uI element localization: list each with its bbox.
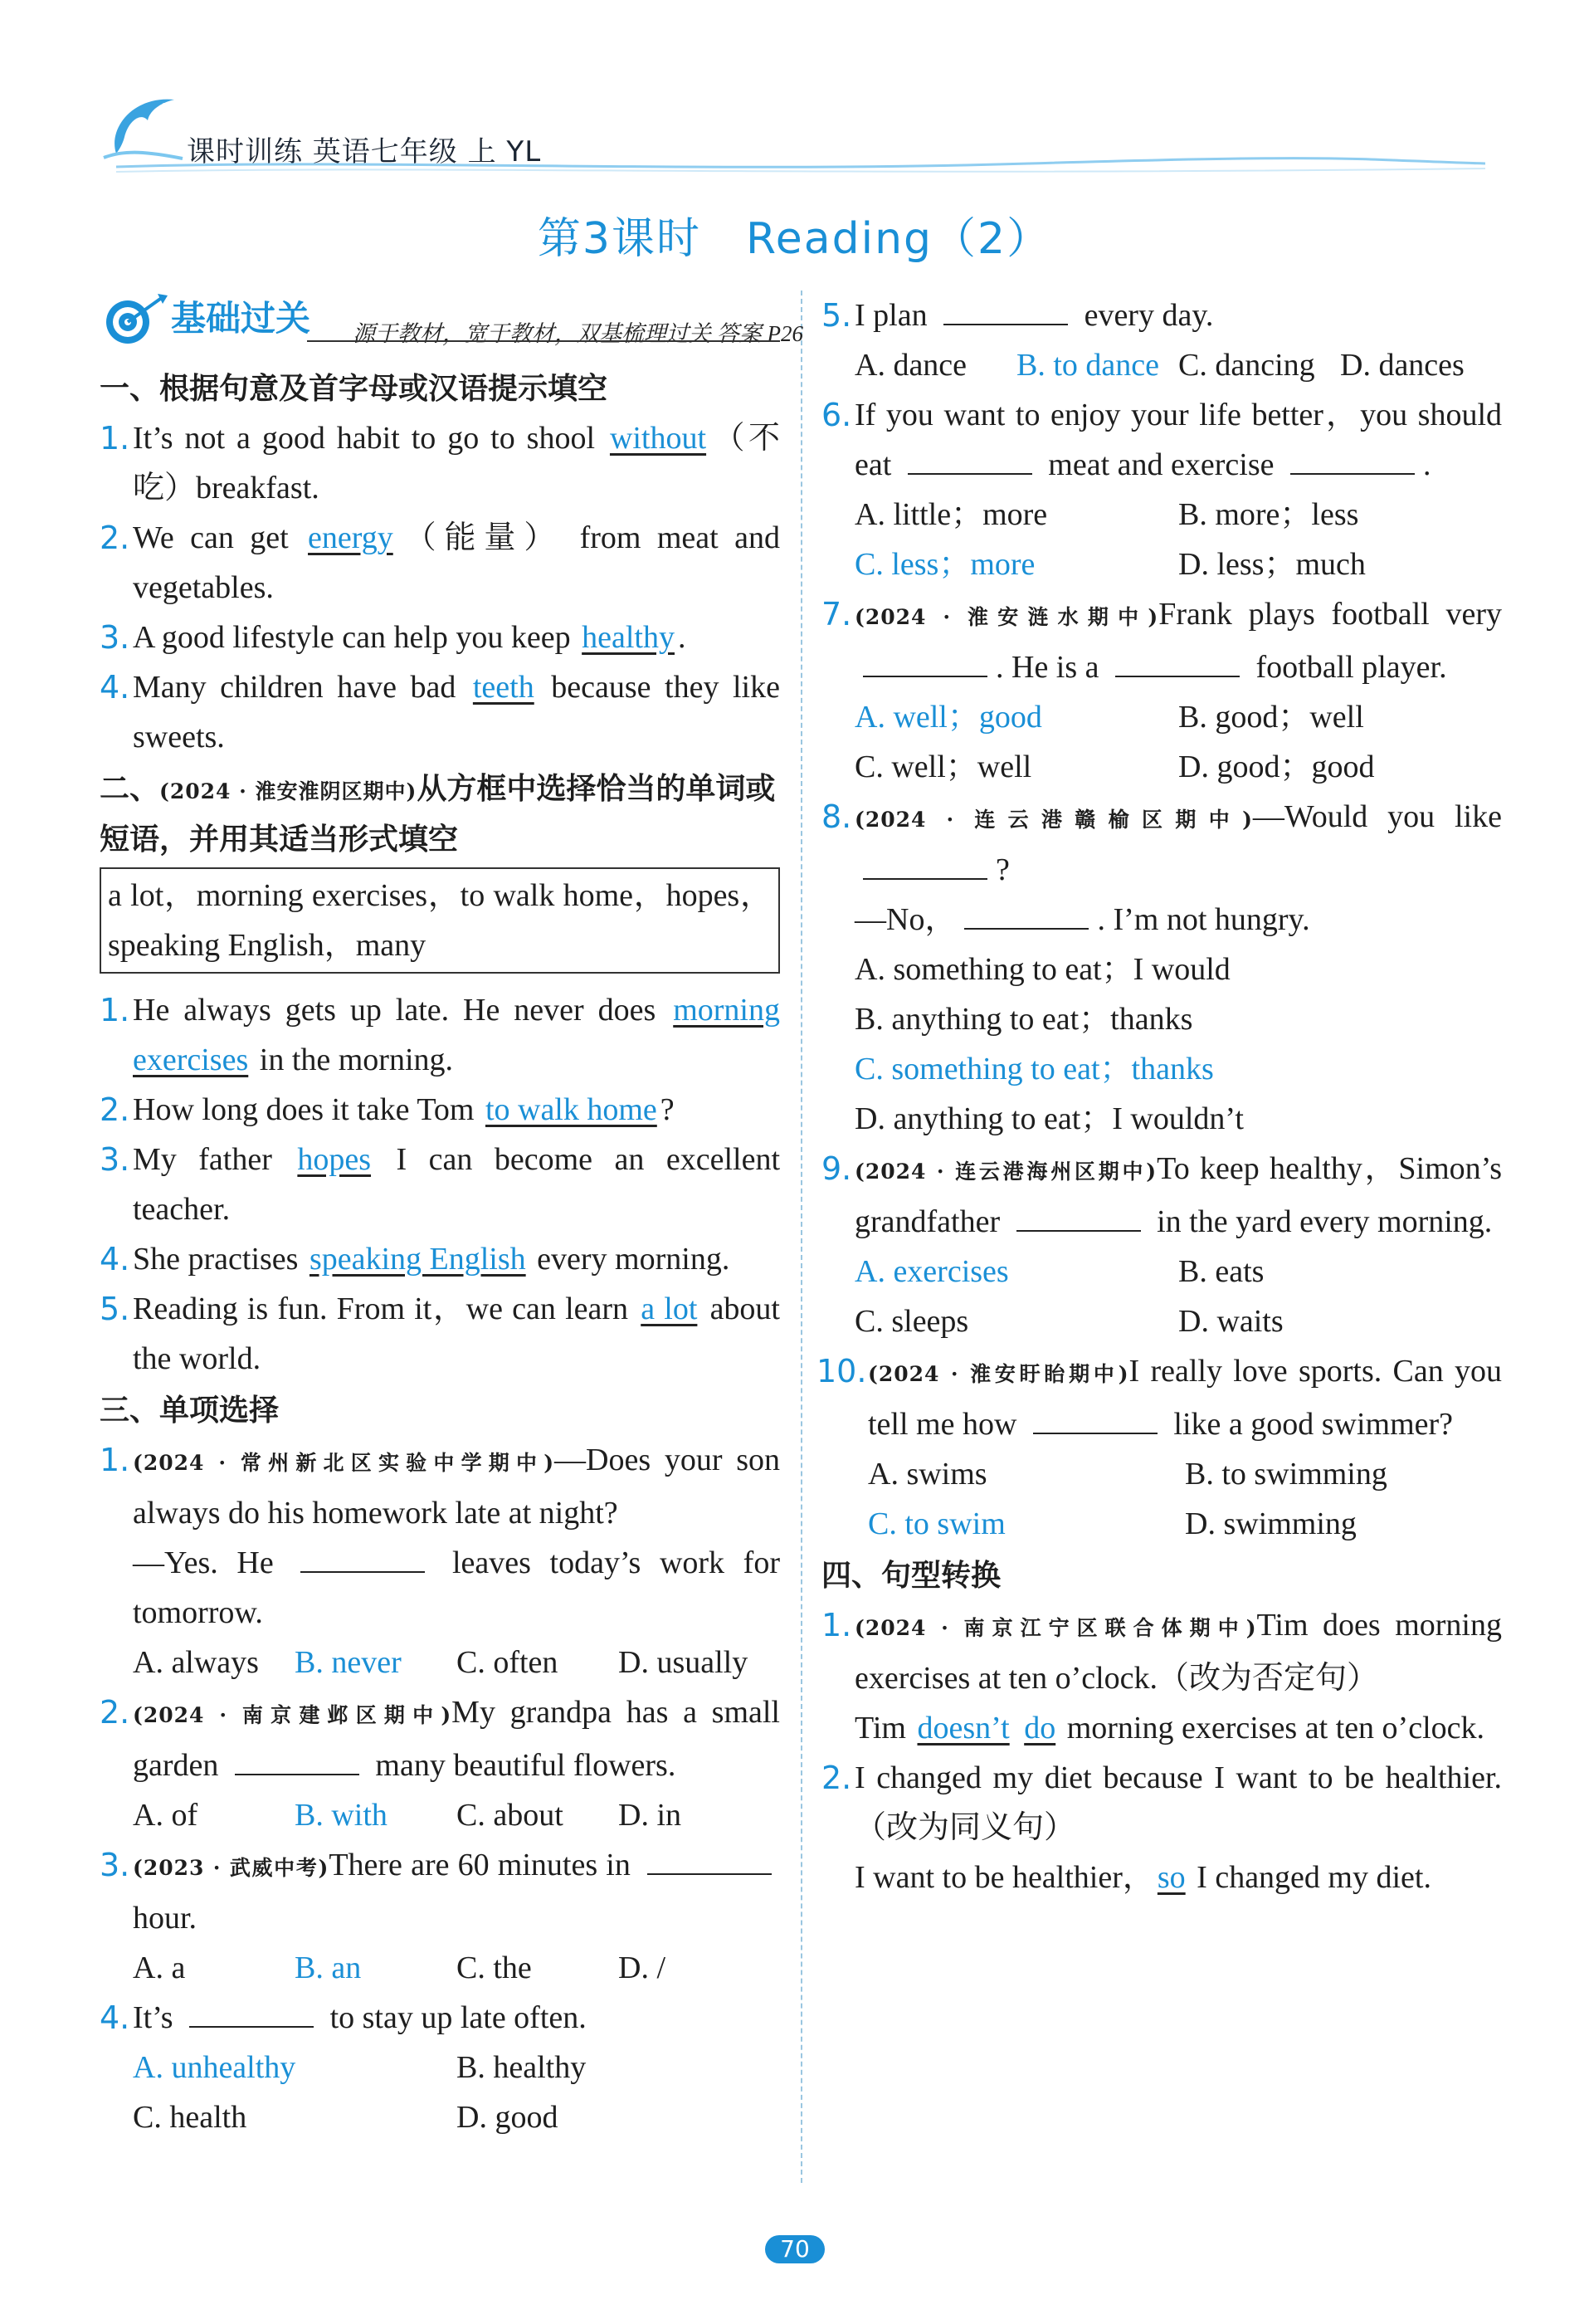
answer: hopes	[297, 1142, 372, 1177]
mc-question-2: 2. (2024 · 南京建邺区期中)My grandpa has a small garden many beautiful flowers.	[100, 1694, 780, 1783]
mc-options-6: A. little；more B. more；less C. less；more D. less；much	[821, 490, 1502, 589]
blank	[863, 845, 987, 880]
target-icon	[100, 290, 174, 349]
answer: teeth	[472, 670, 534, 705]
mc-question-10: 10. (2024 · 淮安盱眙期中)I really love sports. Can you tell me how like a good swimmer?	[816, 1353, 1502, 1442]
answer: without	[609, 421, 707, 456]
answer: doesn’t	[917, 1711, 1010, 1745]
blank	[647, 1840, 772, 1875]
blank	[1115, 642, 1240, 677]
header-wave-line	[116, 152, 1485, 177]
banner-underline	[307, 340, 780, 342]
answer: to walk home	[485, 1092, 657, 1127]
mc-options-5: A. dance B. to dance C. dancing D. dances	[821, 340, 1502, 390]
correct-option: B. with	[295, 1798, 388, 1833]
section-banner	[100, 290, 803, 354]
part1-item-1: 1. It’s not a good habit to go to shool without （不吃）breakfast.	[100, 420, 780, 505]
word-box: a lot，morning exercises，to walk home，hopes，speaking English，many	[100, 867, 780, 974]
answer: morning exercises	[133, 993, 780, 1077]
blank	[235, 1741, 359, 1775]
part1-item-3: 3. A good lifestyle can help you keep healthy .	[100, 619, 686, 656]
part2-item-4: 4. She practises speaking English every morning.	[100, 1241, 730, 1277]
banner-note: 源于教材，宽于教材，双基梳理过关 答案 P26	[353, 321, 803, 346]
correct-option: A. unhealthy	[133, 2050, 296, 2085]
mc-question-4: 4. It’s to stay up late often.	[100, 1993, 780, 2043]
banner-name: 基础过关	[171, 298, 311, 339]
part3-heading: 三、单项选择	[100, 1394, 280, 1428]
answer: energy	[308, 520, 393, 555]
blank	[1016, 1197, 1141, 1232]
left-column	[100, 290, 803, 2142]
correct-option: B. never	[295, 1645, 402, 1680]
transform-question-1: 1. (2024 · 南京江宁区联合体期中)Tim does morning exercises at ten o’clock.（改为否定句） Tim doesn’t do morning exercises at ten o’clock.	[821, 1607, 1502, 1745]
blank	[943, 290, 1068, 325]
answer: so	[1157, 1860, 1186, 1895]
part1-item-2: 2. We can get energy （能量） from meat and vegetables.	[100, 520, 780, 605]
lesson-title: 第3课时 Reading（2）	[537, 214, 1052, 264]
part2-item-1: 1. He always gets up late. He never does morning exercises in the morning.	[100, 992, 780, 1077]
running-header	[100, 87, 1502, 178]
header-title: 课时训练 英语七年级 上 YL	[187, 135, 542, 168]
part1-heading: 一、根据句意及首字母或汉语提示填空	[100, 372, 608, 406]
part1-item-4: 4. Many children have bad teeth because they like sweets.	[100, 669, 780, 754]
part2-item-5: 5. Reading is fun. From it，we can learn a lot about the world.	[100, 1291, 780, 1376]
mc-options-4: A. unhealthy B. healthy C. health D. good	[100, 2043, 780, 2142]
answer: speaking English	[309, 1242, 526, 1277]
part2-heading: 二、(2024 · 淮安淮阴区期中)从方框中选择恰当的单词或短语，并用其适当形式填空	[100, 772, 776, 857]
blank	[1290, 440, 1415, 475]
blank	[964, 895, 1089, 930]
correct-option: B. an	[295, 1950, 362, 1985]
mc-question-7: 7. (2024 · 淮安涟水期中)Frank plays football very . He is a football player.	[821, 596, 1502, 685]
mc-question-5: 5. I plan every day.	[821, 290, 1502, 340]
blank	[189, 1993, 314, 2028]
page-number: 70	[765, 2235, 825, 2263]
mc-question-8: 8. (2024 · 连云港赣榆区期中)—Would you like ? —No， . I’m not hungry.	[821, 798, 1502, 937]
mc-options-7: A. well；good B. good；well C. well；well D. good；good	[821, 692, 1502, 792]
transform-question-2: 2. I changed my diet because I want to be healthier.（改为同义句） I want to be healthier， so I changed my diet.	[821, 1760, 1502, 1895]
mc-options-1: A. always B. never C. often D. usually	[100, 1638, 780, 1687]
part2-item-3: 3. My father hopes I can become an excellent teacher.	[100, 1141, 781, 1227]
correct-option: C. something to eat；thanks	[855, 1052, 1214, 1086]
mc-question-9: 9. (2024 · 连云港海州区期中)To keep healthy，Simon’s grandfather in the yard every morning.	[821, 1150, 1502, 1239]
mc-options-9: A. exercises B. eats C. sleeps D. waits	[821, 1247, 1502, 1346]
blank	[300, 1538, 425, 1573]
correct-option: C. to swim	[868, 1506, 1006, 1541]
mc-options-8: A. something to eat；I would B. anything to eat；thanks C. something to eat；thanks D. anything to eat；I wouldn’t	[821, 945, 1502, 1144]
part4-heading: 四、句型转换	[821, 1559, 1002, 1593]
blank	[863, 642, 987, 677]
mc-question-1: 1. (2024 · 常州新北区实验中学期中)—Does your son always do his homework late at night? —Yes. He leaves today’s work for tomorrow.	[100, 1442, 780, 1630]
mc-question-3: 3. (2023 · 武威中考)There are 60 minutes in hour.	[100, 1840, 780, 1943]
mc-options-2: A. of B. with C. about D. in	[100, 1790, 780, 1840]
blank	[908, 440, 1032, 475]
correct-option: A. well；good	[855, 700, 1042, 735]
mc-question-6: 6. If you want to enjoy your life better，you should eat meat and exercise .	[821, 397, 1502, 482]
correct-option: B. to dance	[1016, 348, 1160, 383]
part2-item-2: 2. How long does it take Tom to walk home ?	[100, 1091, 675, 1128]
mc-options-3: A. a B. an C. the D. /	[100, 1943, 780, 1993]
right-column	[816, 290, 1502, 1902]
answer: a lot	[641, 1291, 698, 1326]
mc-options-10: A. swims B. to swimming C. to swim D. swimming	[821, 1449, 1502, 1549]
blank	[1033, 1399, 1158, 1434]
correct-option: C. less；more	[855, 547, 1036, 582]
column-divider	[801, 290, 802, 2183]
answer: do	[1024, 1711, 1056, 1745]
answer: healthy	[582, 620, 675, 655]
correct-option: A. exercises	[855, 1254, 1009, 1289]
